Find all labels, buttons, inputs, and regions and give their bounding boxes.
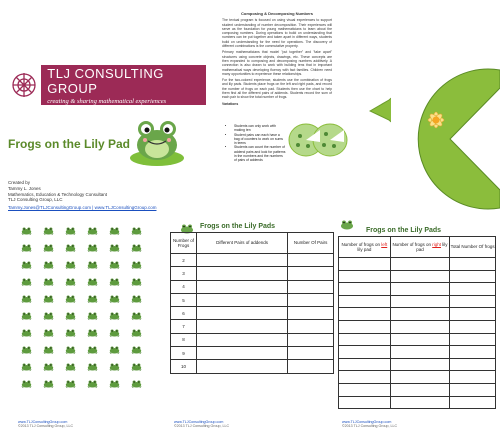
frog-counter	[59, 290, 81, 307]
table-header-row	[171, 233, 334, 254]
credits-line: TLJ Consulting Group, LLC	[8, 197, 63, 203]
frog-icon	[109, 345, 120, 355]
frog-icon	[109, 311, 120, 321]
total-frogs-cell[interactable]	[450, 371, 496, 384]
frog-icon	[131, 379, 142, 389]
frog-counter	[81, 358, 103, 375]
frog-counter	[59, 358, 81, 375]
table-row	[339, 383, 496, 396]
table-row	[171, 267, 334, 280]
frog-counter	[125, 273, 147, 290]
right-frogs-cell[interactable]	[390, 346, 450, 359]
frog-counter	[125, 290, 147, 307]
left-frogs-cell[interactable]	[339, 396, 391, 409]
table-row	[171, 347, 334, 360]
frog-icon	[65, 328, 76, 338]
right-frogs-cell[interactable]	[390, 396, 450, 409]
frog-counter	[15, 256, 37, 273]
addend-pairs-cell[interactable]	[196, 320, 287, 333]
article-text	[222, 12, 332, 106]
frog-icon	[43, 328, 54, 338]
frog-counter	[37, 222, 59, 239]
table-title: Frogs on the Lily Pads	[200, 223, 276, 230]
company-banner	[6, 65, 206, 105]
left-frogs-cell[interactable]	[339, 371, 391, 384]
flower-icon	[428, 112, 444, 128]
frog-counter	[81, 375, 103, 392]
frog-icon	[109, 379, 120, 389]
footer-link[interactable]: www.TLJConsultingGroup.com	[174, 420, 224, 424]
frog-counter	[103, 324, 125, 341]
credits-line: Tammy L. Jones	[8, 185, 41, 191]
left-right-frogs-table	[338, 236, 496, 409]
article-heading: Composing & Decomposing Numbers	[240, 11, 313, 16]
frog-counter	[125, 307, 147, 324]
frog-counter	[37, 324, 59, 341]
frog-counter	[81, 290, 103, 307]
left-frogs-cell[interactable]	[339, 346, 391, 359]
pair-count-cell[interactable]	[288, 280, 334, 293]
frog-icon	[65, 379, 76, 389]
table-row	[339, 258, 496, 271]
right-frogs-cell[interactable]	[390, 258, 450, 271]
right-frogs-cell[interactable]	[390, 383, 450, 396]
column-header: Total Number Of frogs	[450, 237, 496, 258]
table-row	[171, 254, 334, 267]
frog-icon	[21, 379, 32, 389]
frog-icon	[131, 362, 142, 372]
table-row	[339, 320, 496, 333]
variations-list	[226, 124, 286, 163]
lily-pad-icon	[349, 94, 391, 128]
frog-icon	[21, 362, 32, 372]
frog-counter	[15, 307, 37, 324]
frog-icon	[109, 226, 120, 236]
frog-count-cell: 3	[171, 267, 197, 280]
frog-count-cell: 6	[171, 307, 197, 320]
frog-counter	[81, 256, 103, 273]
frog-icon	[109, 260, 120, 270]
total-frogs-cell[interactable]	[450, 308, 496, 321]
table-row	[339, 358, 496, 371]
footer-copyright: ©2013 TLJ Consulting Group, LLC	[174, 424, 230, 429]
frog-counter	[125, 375, 147, 392]
right-frogs-cell[interactable]	[390, 270, 450, 283]
addend-pairs-cell[interactable]	[196, 280, 287, 293]
frog-icon	[43, 243, 54, 253]
frog-icon	[21, 328, 32, 338]
footer-link[interactable]: www.TLJConsultingGroup.com	[18, 420, 68, 424]
left-frogs-cell[interactable]	[339, 320, 391, 333]
table-row	[171, 280, 334, 293]
left-frogs-cell[interactable]	[339, 308, 391, 321]
addend-pairs-cell[interactable]	[196, 267, 287, 280]
frog-counter	[59, 256, 81, 273]
frog-counter	[81, 222, 103, 239]
frog-counter	[15, 341, 37, 358]
frog-icon	[87, 311, 98, 321]
pair-count-cell[interactable]	[288, 254, 334, 267]
table-row	[171, 360, 334, 373]
frog-count-cell: 5	[171, 293, 197, 306]
pair-count-cell[interactable]	[288, 347, 334, 360]
frog-counter	[81, 307, 103, 324]
frog-icon	[109, 362, 120, 372]
article-paragraph: The textual program is focused on using visual experiences to support student understanding of number decomposition. Their experiences will serve as the foundation for young mathematicians to learn about the composing numbers. During operations to build on understanding that numbers can be put together and taken apart in different ways, students build on understanding for the need for operations. The discovery of different combinations is the commutative property.	[222, 18, 332, 49]
table-row	[171, 307, 334, 320]
right-frogs-cell[interactable]	[390, 320, 450, 333]
frog-icon	[340, 220, 354, 230]
credits	[8, 180, 156, 211]
pair-count-cell[interactable]	[288, 293, 334, 306]
frog-counter	[37, 239, 59, 256]
total-frogs-cell[interactable]	[450, 320, 496, 333]
addend-pairs-cell[interactable]	[196, 347, 287, 360]
frog-counter	[59, 375, 81, 392]
frog-counter	[81, 341, 103, 358]
frog-counter	[15, 239, 37, 256]
left-frogs-cell[interactable]	[339, 258, 391, 271]
addend-pairs-cell[interactable]	[196, 360, 287, 373]
table-row	[339, 270, 496, 283]
frog-icon	[131, 345, 142, 355]
frog-counter	[125, 358, 147, 375]
frog-icon	[87, 260, 98, 270]
frog-counter	[37, 358, 59, 375]
variations-heading: Variations	[222, 101, 239, 106]
right-frogs-cell[interactable]	[390, 358, 450, 371]
cover-page	[0, 0, 165, 222]
frog-icon	[109, 277, 120, 287]
frog-counter	[15, 290, 37, 307]
frog-icon	[87, 345, 98, 355]
right-frogs-cell[interactable]	[390, 333, 450, 346]
frog-counter	[37, 256, 59, 273]
frog-counter	[103, 341, 125, 358]
company-name: TLJ CONSULTING GROUP	[47, 65, 164, 96]
frog-counter	[37, 341, 59, 358]
frog-icon	[43, 277, 54, 287]
list-item: • Students can only work with making ten	[234, 124, 286, 133]
frog-count-cell: 2	[171, 254, 197, 267]
table-header-row	[339, 237, 496, 258]
credits-line: Mathematics, Education & Technology Consultant	[8, 191, 107, 197]
total-frogs-cell[interactable]	[450, 270, 496, 283]
addend-pairs-table	[170, 232, 334, 374]
company-tagline: creating & sharing mathematical experiences	[47, 97, 167, 105]
frog-counter	[37, 290, 59, 307]
article-paragraph: For the two-colored experience, students use the combination of frogs and lily pads. Students place frogs on the left and right pads, and record the number of frogs on each pad. Students then use the chart to help them find all the different pairs of addends. Students record the sum of each pair to show the total number of frogs.	[222, 78, 332, 100]
frog-icon	[21, 345, 32, 355]
frog-icon	[131, 243, 142, 253]
total-frogs-cell[interactable]	[450, 283, 496, 296]
frog-icon	[87, 226, 98, 236]
lily-pad-icon	[392, 68, 500, 210]
frog-icon	[65, 294, 76, 304]
frog-counter	[103, 239, 125, 256]
frog-icon	[131, 294, 142, 304]
frog-icon	[43, 260, 54, 270]
total-frogs-cell[interactable]	[450, 358, 496, 371]
frog-icon	[21, 277, 32, 287]
column-header: Number of Frogs	[171, 233, 197, 254]
article-paragraph: Primary mathematicians that model "put together" and "take apart" structures using concrete objects, drawings, etc. These concepts are then expanded to composing and decomposing numbers additively. A connection is also drawn to work with building tens that in important mathematical ways developing fluency with fact families. Children need many opportunities to experience these relationships.	[222, 50, 332, 76]
total-frogs-cell[interactable]	[450, 258, 496, 271]
frog-counter	[103, 358, 125, 375]
frog-counter	[59, 273, 81, 290]
list-item: • Students can count the number of addend pairs and look for patterns in the numbers and the numbers of pairs of addends	[234, 145, 286, 162]
frog-counter	[125, 324, 147, 341]
frog-icon	[131, 277, 142, 287]
addend-pairs-cell[interactable]	[196, 307, 287, 320]
contact-links[interactable]: Tammy.Jones@TLJConsultingGroup.com | www.TLJConsultingGroup.com	[8, 205, 157, 211]
frog-icon	[21, 226, 32, 236]
frog-counter	[37, 273, 59, 290]
footer-copyright: ©2013 TLJ Consulting Group, LLC	[342, 424, 398, 429]
frog-icon	[65, 243, 76, 253]
frog-icon	[109, 328, 120, 338]
table-row	[339, 396, 496, 409]
frog-icon	[43, 345, 54, 355]
frog-counter	[81, 239, 103, 256]
frog-icon	[131, 311, 142, 321]
column-header: Number Of Pairs	[288, 233, 334, 254]
frog-counter	[59, 324, 81, 341]
frog-icon	[131, 226, 142, 236]
frog-icon	[65, 345, 76, 355]
frog-icon	[87, 379, 98, 389]
frog-icon	[21, 294, 32, 304]
frog-count-cell: 8	[171, 333, 197, 346]
pair-count-cell[interactable]	[288, 307, 334, 320]
frog-icon	[131, 260, 142, 270]
frog-icon	[65, 226, 76, 236]
frog-icon	[21, 311, 32, 321]
frog-counter	[103, 307, 125, 324]
frog-counter	[59, 307, 81, 324]
frog-counters-grid	[15, 222, 147, 392]
frog-counter	[103, 256, 125, 273]
right-frogs-cell[interactable]	[390, 371, 450, 384]
frog-icon	[65, 311, 76, 321]
left-frogs-cell[interactable]	[339, 295, 391, 308]
frog-counter	[125, 239, 147, 256]
right-frogs-cell[interactable]	[390, 283, 450, 296]
frog-icon	[43, 226, 54, 236]
pair-count-cell[interactable]	[288, 267, 334, 280]
frog-counter	[15, 273, 37, 290]
total-frogs-cell[interactable]	[450, 346, 496, 359]
table-row	[339, 371, 496, 384]
column-header: Number of frogs on right lily pad	[390, 237, 450, 258]
table-row	[171, 320, 334, 333]
frog-counter	[59, 239, 81, 256]
frog-icon	[87, 328, 98, 338]
frog-icon	[131, 328, 142, 338]
frog-counter	[15, 358, 37, 375]
frog-icon	[21, 260, 32, 270]
frog-icon	[65, 260, 76, 270]
frog-icon	[128, 112, 186, 168]
frog-counter	[125, 341, 147, 358]
frog-count-cell: 10	[171, 360, 197, 373]
list-item: • Student pairs can each have a bag of counters to work on sums in teens	[234, 133, 286, 146]
frog-counter	[59, 341, 81, 358]
page-footer	[342, 420, 397, 429]
frog-counter	[81, 273, 103, 290]
left-frogs-cell[interactable]	[339, 383, 391, 396]
left-frogs-cell[interactable]	[339, 333, 391, 346]
frog-icon	[87, 277, 98, 287]
frog-icon	[87, 243, 98, 253]
total-frogs-cell[interactable]	[450, 396, 496, 409]
frog-icon	[43, 311, 54, 321]
frog-counter	[103, 290, 125, 307]
frog-count-cell: 7	[171, 320, 197, 333]
footer-copyright: ©2013 TLJ Consulting Group, LLC	[18, 424, 74, 429]
left-frogs-cell[interactable]	[339, 358, 391, 371]
footer-link[interactable]: www.TLJConsultingGroup.com	[342, 420, 392, 424]
column-header: Different Pairs of addends	[196, 233, 287, 254]
frog-icon	[43, 362, 54, 372]
frog-icon	[87, 362, 98, 372]
table-row	[171, 333, 334, 346]
credits-line: Created by	[8, 180, 31, 185]
pair-count-cell[interactable]	[288, 360, 334, 373]
addend-pairs-cell[interactable]	[196, 293, 287, 306]
frog-icon	[21, 243, 32, 253]
table-row	[171, 293, 334, 306]
frog-counter	[15, 375, 37, 392]
column-header: Number of frogs on left lily pad	[339, 237, 391, 258]
left-frogs-cell[interactable]	[339, 270, 391, 283]
table-row	[339, 283, 496, 296]
table-title: Frogs on the Lily Pads	[366, 227, 442, 234]
frog-icon	[43, 379, 54, 389]
frog-icon	[109, 243, 120, 253]
lily-pads-photo	[288, 118, 348, 160]
pair-count-cell[interactable]	[288, 320, 334, 333]
table-row	[339, 308, 496, 321]
frog-counter	[59, 222, 81, 239]
cover-title: Frogs on the Lily Pad	[8, 137, 131, 151]
lotus-logo-icon	[6, 65, 41, 105]
table-row	[339, 333, 496, 346]
frog-counter	[37, 307, 59, 324]
frog-count-cell: 9	[171, 347, 197, 360]
frog-counter	[103, 273, 125, 290]
frog-counter	[103, 375, 125, 392]
frog-counter	[15, 324, 37, 341]
right-frogs-cell[interactable]	[390, 295, 450, 308]
table-row	[339, 346, 496, 359]
frog-counter	[125, 222, 147, 239]
right-frogs-cell[interactable]	[390, 308, 450, 321]
frog-counter	[125, 256, 147, 273]
frog-counter	[81, 324, 103, 341]
page-footer	[18, 420, 73, 429]
frog-counter	[15, 222, 37, 239]
frog-icon	[65, 362, 76, 372]
addend-pairs-cell[interactable]	[196, 333, 287, 346]
table-row	[339, 295, 496, 308]
total-frogs-cell[interactable]	[450, 333, 496, 346]
page-footer	[174, 420, 229, 429]
pair-count-cell[interactable]	[288, 333, 334, 346]
frog-count-cell: 4	[171, 280, 197, 293]
addend-pairs-cell[interactable]	[196, 254, 287, 267]
frog-icon	[87, 294, 98, 304]
total-frogs-cell[interactable]	[450, 295, 496, 308]
frog-counter	[103, 222, 125, 239]
frog-icon	[43, 294, 54, 304]
frog-icon	[109, 294, 120, 304]
left-frogs-cell[interactable]	[339, 283, 391, 296]
frog-counter	[37, 375, 59, 392]
total-frogs-cell[interactable]	[450, 383, 496, 396]
frog-icon	[65, 277, 76, 287]
